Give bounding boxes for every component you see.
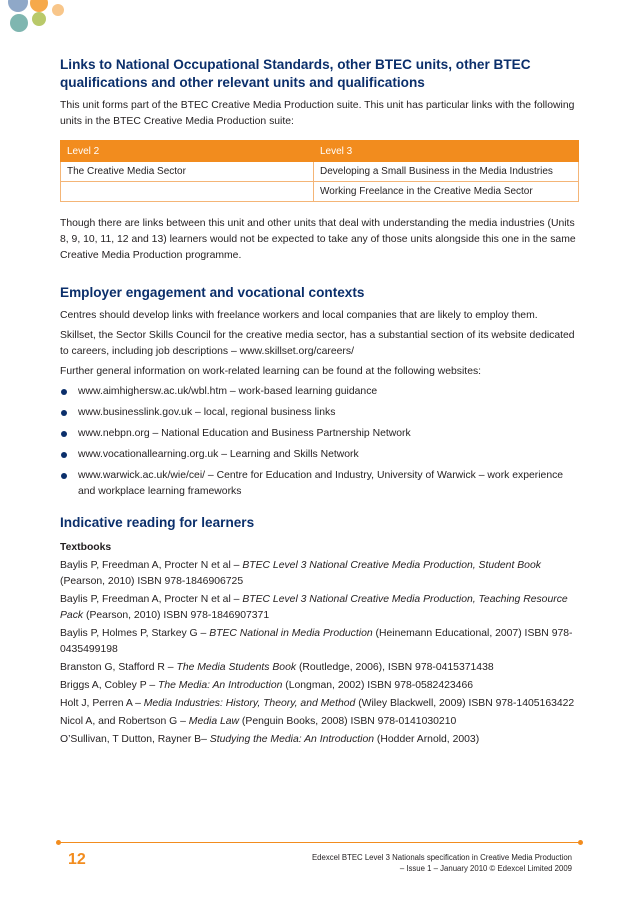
ref-authors: Holt J, Perren A – bbox=[60, 698, 144, 709]
decorative-circles bbox=[0, 0, 110, 36]
ref-title: BTEC National in Media Production bbox=[209, 628, 373, 639]
table-header-level3: Level 3 bbox=[314, 141, 579, 162]
ref-publication: (Routledge, 2006), ISBN 978-0415371438 bbox=[296, 662, 494, 673]
deco-circle bbox=[10, 14, 28, 32]
reference-item bbox=[60, 626, 580, 658]
table-cell bbox=[61, 182, 314, 202]
link-text[interactable]: www.aimhighersw.ac.uk/wbl.htm – work-based learning guidance bbox=[78, 386, 378, 397]
list-item bbox=[60, 426, 580, 442]
ref-title: The Media Students Book bbox=[176, 662, 297, 673]
textbooks-subheading: Textbooks bbox=[60, 542, 112, 553]
reference-item bbox=[60, 660, 580, 676]
reference-item bbox=[60, 732, 580, 748]
list-item bbox=[60, 384, 580, 400]
ref-title: Studying the Media: An Introduction bbox=[209, 734, 375, 745]
table-row bbox=[61, 162, 579, 182]
bullet-icon bbox=[61, 473, 67, 479]
table-cell: The Creative Media Sector bbox=[61, 162, 314, 182]
bullet-icon bbox=[61, 389, 67, 395]
reference-list bbox=[60, 558, 580, 748]
reference-item bbox=[60, 678, 580, 694]
bullet-icon bbox=[61, 410, 67, 416]
footer-line-2: – Issue 1 – January 2010 © Edexcel Limited 2009 bbox=[399, 864, 572, 873]
page-content bbox=[60, 56, 580, 750]
deco-circle bbox=[52, 4, 64, 16]
link-text[interactable]: www.warwick.ac.uk/wie/cei/ – Centre for Education and Industry, University of Warwick – work experience and workplace learning frameworks bbox=[78, 470, 564, 497]
list-item bbox=[60, 468, 580, 500]
ref-authors: Branston G, Stafford R – bbox=[60, 662, 177, 673]
ref-title: Media Law bbox=[188, 716, 240, 727]
reference-item bbox=[60, 592, 580, 624]
ref-publication: (Pearson, 2010) ISBN 978-1846907371 bbox=[83, 610, 270, 621]
ref-authors: Baylis P, Holmes P, Starkey G – bbox=[60, 628, 210, 639]
table-header-level2: Level 2 bbox=[61, 141, 314, 162]
ref-publication: (Penguin Books, 2008) ISBN 978-0141030210 bbox=[239, 716, 457, 727]
table-row bbox=[61, 182, 579, 202]
list-item bbox=[60, 405, 580, 421]
table-cell: Working Freelance in the Creative Media Sector bbox=[314, 182, 579, 202]
links-heading: Links to National Occupational Standards, other BTEC units, other BTEC qualifications and other relevant units and qualifications bbox=[60, 57, 531, 90]
ref-publication: (Wiley Blackwell, 2009) ISBN 978-1405163422 bbox=[355, 698, 575, 709]
link-text[interactable]: www.businesslink.gov.uk – local, regional business links bbox=[78, 407, 336, 418]
ref-authors: Nicol A, and Robertson G – bbox=[60, 716, 189, 727]
page-number: 12 bbox=[68, 851, 86, 868]
ref-authors: Briggs A, Cobley P – bbox=[60, 680, 158, 691]
ref-authors: O’Sullivan, T Dutton, Rayner B– bbox=[60, 734, 210, 745]
ref-authors: Baylis P, Freedman A, Procter N et al – bbox=[60, 594, 243, 605]
employer-p1: Centres should develop links with freelance workers and local companies that are likely to employ them. bbox=[60, 310, 538, 321]
reference-item bbox=[60, 558, 580, 590]
units-table bbox=[60, 140, 579, 202]
deco-circle bbox=[32, 12, 46, 26]
footer-line-1: Edexcel BTEC Level 3 Nationals specification in Creative Media Production bbox=[311, 853, 572, 862]
reference-item bbox=[60, 714, 580, 730]
employer-p3: Further general information on work-related learning can be found at the following websites: bbox=[60, 366, 482, 377]
link-text[interactable]: www.vocationallearning.org.uk – Learning and Skills Network bbox=[78, 449, 359, 460]
ref-authors: Baylis P, Freedman A, Procter N et al – bbox=[60, 560, 243, 571]
employer-p2: Skillset, the Sector Skills Council for the creative media sector, has a substantial section of its website dedicated to careers, including job descriptions – www.skillset.org/careers/ bbox=[60, 330, 575, 357]
ref-publication: (Hodder Arnold, 2003) bbox=[374, 734, 480, 745]
footer-divider bbox=[58, 842, 580, 843]
ref-title: The Media: An Introduction bbox=[158, 680, 283, 691]
table-header-row bbox=[61, 141, 579, 162]
reference-item bbox=[60, 696, 580, 712]
ref-title: Media Industries: History, Theory, and Method bbox=[143, 698, 356, 709]
bullet-icon bbox=[61, 431, 67, 437]
footer-dot-right bbox=[578, 840, 583, 845]
units-note: Though there are links between this unit and other units that deal with understanding the media industries (Units 8, 9, 10, 11, 12 and 13) learners would not be expected to take any of those units alongside this one in the same Creative Media Production programme. bbox=[60, 218, 576, 261]
footer-dot-left bbox=[56, 840, 61, 845]
deco-circle bbox=[8, 0, 28, 12]
links-intro: This unit forms part of the BTEC Creative Media Production suite. This unit has particular links with the following units in the BTEC Creative Media Production suite: bbox=[60, 100, 575, 127]
ref-publication: (Heinemann Educational, 2007) ISBN 978-0435499198 bbox=[60, 628, 573, 655]
employer-heading: Employer engagement and vocational contexts bbox=[60, 285, 365, 300]
footer-spec-text bbox=[272, 852, 572, 874]
bullet-icon bbox=[61, 452, 67, 458]
reading-heading: Indicative reading for learners bbox=[60, 515, 255, 530]
ref-publication: (Pearson, 2010) ISBN 978-1846906725 bbox=[60, 576, 244, 587]
link-text[interactable]: www.nebpn.org – National Education and Business Partnership Network bbox=[78, 428, 411, 439]
ref-publication: (Longman, 2002) ISBN 978-0582423466 bbox=[282, 680, 474, 691]
ref-title: BTEC Level 3 National Creative Media Production, Teaching Resource Pack bbox=[60, 594, 568, 621]
deco-circle bbox=[30, 0, 48, 12]
list-item bbox=[60, 447, 580, 463]
ref-title: BTEC Level 3 National Creative Media Production, Student Book bbox=[242, 560, 541, 571]
website-list bbox=[60, 384, 580, 500]
table-cell: Developing a Small Business in the Media Industries bbox=[314, 162, 579, 182]
